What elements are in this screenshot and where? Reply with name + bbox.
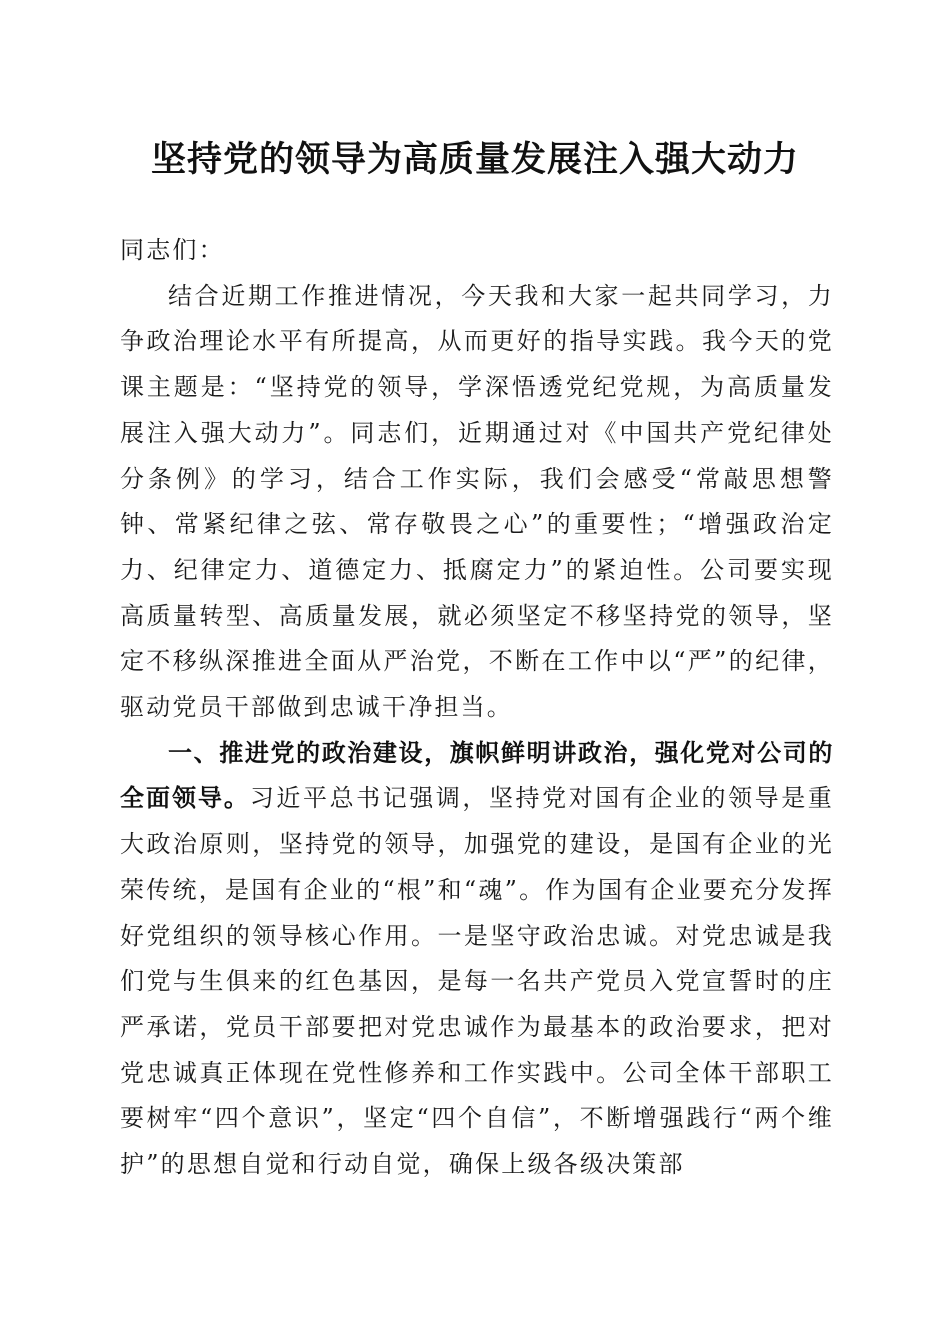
section-1-heading: 一、推进党的政治建设，旗帜鲜明讲政治，强化党对公司的全面领导。 (120, 738, 834, 813)
document-title: 坚持党的领导为高质量发展注入强大动力 (150, 139, 799, 180)
document-body (120, 228, 834, 1188)
section-1-text: 习近平总书记强调，坚持党对国有企业的领导是重大政治原则，坚持党的领导，加强党的建设，是国有企业的光荣传统，是国有企业的“根”和“魂”。作为国有企业要充分发挥好党组织的领导核心作用。一是坚守政治忠诚。对党忠诚是我们党与生俱来的红色基因，是每一名共产党员入党宣誓时的庄严承诺，党员干部要把对党忠诚作为最基本的政治要求，把对党忠诚真正体现在党性修养和工作实践中。公司全体干部职工要树牢“四个意识”，坚定“四个自信”，不断增强践行“两个维护”的思想自觉和行动自觉，确保上级各级决策部 (120, 784, 835, 1179)
paragraph-intro: 结合近期工作推进情况，今天我和大家一起共同学习，力争政治理论水平有所提高，从而更好的指导实践。我今天的党课主题是：“坚持党的领导，学深悟透党纪党规，为高质量发展注入强大动力”。同志们，近期通过对《中国共产党纪律处分条例》的学习，结合工作实际，我们会感受“常敲思想警钟、常紧纪律之弦、常存敬畏之心”的重要性；“增强政治定力、纪律定力、道德定力、抵腐定力”的紧迫性。公司要实现高质量转型、高质量发展，就必须坚定不移坚持党的领导，坚定不移纵深推进全面从严治党，不断在工作中以“严”的纪律，驱动党员干部做到忠诚干净担当。 (120, 281, 834, 722)
paragraph-section-1 (120, 731, 834, 1188)
salutation: 同志们： (120, 236, 225, 264)
